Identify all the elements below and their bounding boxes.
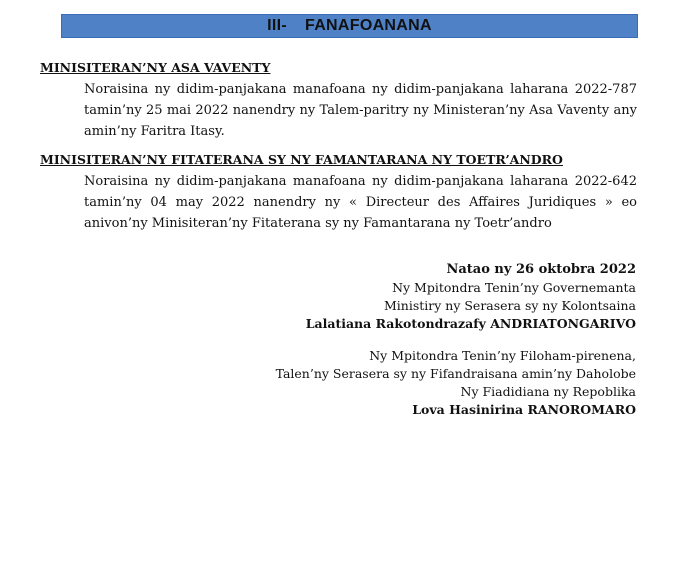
ministry-title: MINISITERAN’NY FITATERANA SY NY FAMANTARANA NY TOETR’ANDRO — [40, 152, 563, 167]
ministry-entry — [40, 60, 640, 142]
signature-block-presidency — [276, 347, 636, 419]
ministry-title: MINISITERAN’NY ASA VAVENTY — [40, 60, 271, 75]
signer-name: Lova Hasinirina RANOROMARO — [412, 402, 636, 417]
signer-ministry: Ministiry ny Serasera sy ny Kolontsaina — [383, 298, 636, 313]
section-header — [61, 14, 638, 38]
signer-office: Talen’ny Serasera sy ny Fifandraisana amin’ny Daholobe — [275, 366, 636, 381]
signer-role: Ny Mpitondra Tenin’ny Filoham-pirenena, — [369, 348, 636, 363]
date-line: Natao ny 26 oktobra 2022 — [446, 262, 636, 277]
ministry-entry — [40, 152, 640, 234]
section-title: FANAFOANANA — [305, 17, 432, 34]
ministry-body: Noraisina ny didim-panjakana manafoana ny didim-panjakana laharana 2022-787 tamin’ny 25 mai 2022 nanendry ny Talem-paritry ny Ministeran’ny Asa Vaventy any amin’ny Faritra Itasy. — [84, 82, 637, 139]
signer-role: Ny Mpitondra Tenin’ny Governemanta — [392, 280, 636, 295]
signature-block-government — [306, 261, 636, 333]
section-number: III- — [267, 17, 287, 34]
signer-institution: Ny Fiadidiana ny Repoblika — [460, 384, 636, 399]
ministry-body: Noraisina ny didim-panjakana manafoana ny didim-panjakana laharana 2022-642 tamin’ny 04 may 2022 nanendry ny « Directeur des Affaires Juridiques » eo anivon’ny Minisiteran’ny Fitaterana sy ny Famantarana ny Toetr’andro — [84, 174, 637, 231]
signer-name: Lalatiana Rakotondrazafy ANDRIATONGARIVO — [305, 316, 636, 331]
